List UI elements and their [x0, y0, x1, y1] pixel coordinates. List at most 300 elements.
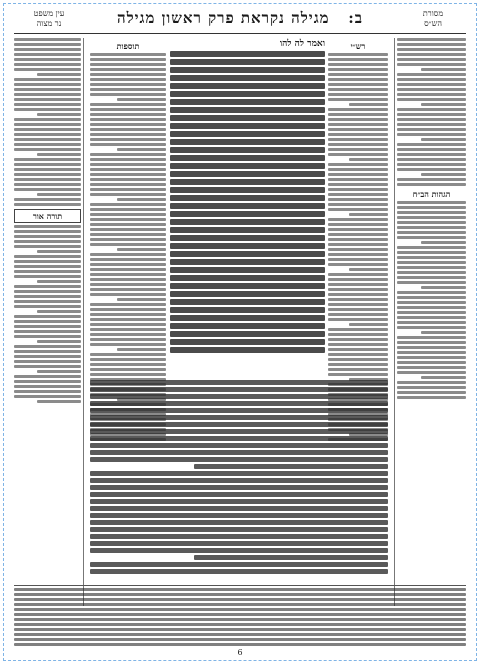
text-line: [90, 123, 166, 126]
text-line: [14, 643, 466, 646]
text-line: [170, 155, 325, 161]
text-line: [90, 380, 388, 385]
text-line: [170, 259, 325, 265]
text-line: [397, 201, 466, 204]
daf-number: ב:: [348, 9, 364, 27]
text-line: [397, 256, 466, 259]
text-line: [328, 228, 388, 231]
text-line: [170, 291, 325, 297]
text-line: [90, 485, 388, 490]
text-line: [90, 278, 166, 281]
text-line: [90, 68, 166, 71]
text-line: [14, 390, 81, 393]
text-line: [421, 331, 466, 334]
text-line: [14, 103, 81, 106]
text-line: [328, 113, 388, 116]
text-line: [170, 243, 325, 249]
text-line: [397, 83, 466, 86]
text-line: [170, 75, 325, 81]
text-line: [90, 83, 166, 86]
text-line: [14, 143, 81, 146]
text-line: [14, 63, 81, 66]
text-line: [170, 227, 325, 233]
text-line: [117, 198, 166, 201]
text-line: [397, 296, 466, 299]
text-line: [397, 211, 466, 214]
text-line: [14, 68, 81, 71]
text-line: [90, 541, 388, 546]
text-line: [90, 228, 166, 231]
text-line: [397, 351, 466, 354]
text-line: [90, 368, 166, 371]
text-line: [397, 366, 466, 369]
text-line: [421, 68, 466, 71]
text-line: [170, 315, 325, 321]
text-line: [397, 396, 466, 399]
text-line: [14, 593, 466, 596]
hagahot-title: הגהות הב״ח: [412, 189, 451, 199]
text-line: [328, 278, 388, 281]
text-line: [328, 298, 388, 301]
text-line: [14, 83, 81, 86]
ein-mishpat-column: [14, 38, 84, 606]
text-line: [397, 63, 466, 66]
text-line: [14, 235, 81, 238]
text-line: [117, 298, 166, 301]
text-line: [170, 131, 325, 137]
text-line: [397, 153, 466, 156]
text-line: [397, 306, 466, 309]
commentary-lower-block: [90, 380, 388, 576]
text-line: [421, 173, 466, 176]
tractate-title: מגילה נקראת פרק ראשון מגילה: [116, 9, 330, 27]
text-line: [90, 520, 388, 525]
text-line: [90, 401, 388, 406]
text-line: [397, 128, 466, 131]
text-line: [328, 193, 388, 196]
text-line: [90, 168, 166, 171]
text-line: [397, 118, 466, 121]
text-line: [37, 310, 81, 313]
text-line: [349, 268, 388, 271]
text-line: [170, 331, 325, 337]
text-line: [170, 83, 325, 89]
text-line: [328, 363, 388, 366]
rashi-title: רש״י: [350, 41, 366, 51]
text-line: [170, 99, 325, 105]
text-line: [90, 263, 166, 266]
text-line: [14, 245, 81, 248]
text-line: [14, 618, 466, 621]
text-line: [90, 394, 388, 399]
text-line: [328, 338, 388, 341]
text-line: [328, 138, 388, 141]
text-line: [90, 223, 166, 226]
text-line: [14, 98, 81, 101]
text-line: [90, 328, 166, 331]
text-line: [328, 348, 388, 351]
text-line: [90, 158, 166, 161]
text-line: [37, 250, 81, 253]
text-line: [397, 291, 466, 294]
text-line: [328, 93, 388, 96]
text-line: [328, 223, 388, 226]
text-line: [37, 340, 81, 343]
text-line: [14, 240, 81, 243]
text-line: [14, 290, 81, 293]
text-line: [170, 59, 325, 65]
text-line: [170, 267, 325, 273]
text-line: [170, 187, 325, 193]
text-line: [328, 283, 388, 286]
text-line: [14, 325, 81, 328]
text-line: [90, 318, 166, 321]
torah-or-title: תורה אור: [14, 209, 81, 223]
text-line: [170, 67, 325, 73]
text-line: [117, 348, 166, 351]
text-line: [90, 323, 166, 326]
text-line: [90, 562, 388, 567]
text-line: [397, 113, 466, 116]
text-line: [90, 73, 166, 76]
text-line: [170, 211, 325, 217]
text-line: [170, 195, 325, 201]
text-line: [397, 371, 466, 374]
text-line: [421, 138, 466, 141]
text-line: [14, 173, 81, 176]
text-line: [397, 221, 466, 224]
masoret-column: [394, 38, 466, 606]
header-rule: [14, 33, 466, 34]
text-line: [328, 178, 388, 181]
header-left-label: עין משפט נר מצוה: [33, 9, 65, 28]
text-line: [397, 336, 466, 339]
text-line: [90, 415, 388, 420]
text-line: [328, 308, 388, 311]
text-line: [328, 153, 388, 156]
text-line: [328, 143, 388, 146]
text-line: [90, 178, 166, 181]
text-line: [90, 243, 166, 246]
text-line: [90, 429, 388, 434]
text-line: [328, 288, 388, 291]
text-line: [170, 203, 325, 209]
text-line: [194, 555, 388, 560]
text-line: [14, 58, 81, 61]
text-line: [328, 258, 388, 261]
text-line: [397, 163, 466, 166]
text-line: [170, 51, 325, 57]
page-header: [14, 9, 466, 33]
text-line: [328, 273, 388, 276]
text-line: [90, 53, 166, 56]
text-line: [14, 380, 81, 383]
text-line: [328, 98, 388, 101]
text-line: [397, 391, 466, 394]
text-line: [14, 265, 81, 268]
text-line: [14, 295, 81, 298]
text-line: [194, 464, 388, 469]
text-line: [170, 107, 325, 113]
text-line: [397, 356, 466, 359]
text-line: [90, 118, 166, 121]
text-line: [328, 233, 388, 236]
text-line: [90, 548, 388, 553]
text-line: [90, 128, 166, 131]
text-line: [328, 368, 388, 371]
text-line: [170, 251, 325, 257]
text-line: [170, 147, 325, 153]
text-line: [14, 375, 81, 378]
text-line: [14, 78, 81, 81]
text-line: [14, 38, 81, 41]
text-line: [397, 341, 466, 344]
text-line: [328, 108, 388, 111]
text-line: [14, 315, 81, 318]
text-line: [328, 133, 388, 136]
text-line: [397, 48, 466, 51]
text-line: [90, 78, 166, 81]
text-line: [90, 233, 166, 236]
header-right-label: מסורת הש״ס: [422, 9, 444, 28]
text-line: [328, 203, 388, 206]
text-line: [397, 158, 466, 161]
text-line: [397, 266, 466, 269]
text-line: [14, 598, 466, 601]
text-line: [397, 183, 466, 186]
text-line: [328, 198, 388, 201]
text-line: [14, 270, 81, 273]
text-line: [37, 280, 81, 283]
text-line: [90, 492, 388, 497]
text-line: [170, 339, 325, 345]
text-line: [37, 153, 81, 156]
text-line: [328, 353, 388, 356]
text-line: [397, 143, 466, 146]
text-line: [90, 457, 388, 462]
footnotes: [14, 588, 466, 646]
text-line: [14, 138, 81, 141]
text-line: [14, 260, 81, 263]
text-line: [90, 258, 166, 261]
text-line: [90, 569, 388, 574]
text-line: [14, 638, 466, 641]
text-line: [328, 88, 388, 91]
text-line: [328, 263, 388, 266]
text-line: [14, 628, 466, 631]
text-line: [14, 93, 81, 96]
text-line: [90, 153, 166, 156]
text-line: [328, 248, 388, 251]
text-line: [328, 163, 388, 166]
text-line: [14, 183, 81, 186]
text-line: [14, 330, 81, 333]
text-line: [37, 370, 81, 373]
text-line: [397, 88, 466, 91]
text-line: [328, 328, 388, 331]
text-line: [397, 168, 466, 171]
text-line: [397, 73, 466, 76]
opening-words: ואמר לה להו: [279, 39, 325, 49]
text-line: [90, 283, 166, 286]
text-line: [14, 203, 81, 206]
text-line: [328, 218, 388, 221]
text-line: [328, 128, 388, 131]
text-line: [14, 48, 81, 51]
text-line: [37, 400, 81, 403]
text-line: [14, 168, 81, 171]
text-line: [90, 387, 388, 392]
text-line: [90, 93, 166, 96]
text-line: [397, 58, 466, 61]
text-line: [397, 246, 466, 249]
text-line: [170, 283, 325, 289]
text-line: [90, 213, 166, 216]
text-line: [328, 318, 388, 321]
text-line: [170, 307, 325, 313]
text-line: [328, 303, 388, 306]
text-line: [397, 216, 466, 219]
text-line: [170, 275, 325, 281]
text-line: [90, 253, 166, 256]
text-line: [14, 395, 81, 398]
text-line: [397, 276, 466, 279]
text-line: [328, 73, 388, 76]
page-number: 6: [237, 648, 243, 657]
text-line: [328, 168, 388, 171]
text-line: [328, 293, 388, 296]
text-line: [14, 128, 81, 131]
text-line: [14, 365, 81, 368]
text-line: [170, 91, 325, 97]
text-line: [170, 179, 325, 185]
tosafot-title: תוספות: [116, 41, 140, 51]
text-line: [328, 78, 388, 81]
text-line: [170, 347, 325, 353]
text-line: [14, 355, 81, 358]
text-line: [397, 346, 466, 349]
text-line: [397, 226, 466, 229]
text-line: [397, 251, 466, 254]
text-line: [328, 253, 388, 256]
text-line: [397, 361, 466, 364]
text-line: [90, 58, 166, 61]
text-line: [397, 78, 466, 81]
text-line: [14, 163, 81, 166]
text-line: [90, 358, 166, 361]
text-line: [14, 230, 81, 233]
text-line: [90, 143, 166, 146]
text-line: [170, 299, 325, 305]
text-line: [328, 68, 388, 71]
text-line: [170, 171, 325, 177]
text-line: [90, 183, 166, 186]
text-line: [421, 103, 466, 106]
text-line: [14, 188, 81, 191]
text-line: [14, 148, 81, 151]
text-line: [397, 123, 466, 126]
text-line: [14, 158, 81, 161]
text-line: [90, 268, 166, 271]
text-line: [90, 138, 166, 141]
text-line: [14, 285, 81, 288]
text-line: [170, 219, 325, 225]
text-line: [170, 235, 325, 241]
text-line: [328, 183, 388, 186]
text-line: [90, 293, 166, 296]
text-line: [14, 608, 466, 611]
text-line: [117, 98, 166, 101]
text-line: [90, 273, 166, 276]
text-line: [170, 163, 325, 169]
text-line: [397, 271, 466, 274]
text-line: [90, 333, 166, 336]
text-line: [117, 148, 166, 151]
text-line: [328, 118, 388, 121]
text-line: [328, 373, 388, 376]
text-line: [90, 208, 166, 211]
text-line: [90, 133, 166, 136]
text-line: [90, 506, 388, 511]
text-line: [14, 178, 81, 181]
text-line: [14, 118, 81, 121]
text-line: [90, 288, 166, 291]
text-line: [14, 53, 81, 56]
text-line: [328, 83, 388, 86]
text-line: [90, 163, 166, 166]
text-line: [421, 241, 466, 244]
footer-rule: [14, 585, 466, 586]
text-line: [14, 198, 81, 201]
text-line: [397, 261, 466, 264]
text-line: [90, 513, 388, 518]
text-line: [397, 321, 466, 324]
text-line: [14, 360, 81, 363]
text-line: [397, 53, 466, 56]
text-line: [14, 350, 81, 353]
text-line: [90, 478, 388, 483]
text-line: [349, 323, 388, 326]
text-line: [90, 343, 166, 346]
text-line: [397, 326, 466, 329]
text-line: [90, 363, 166, 366]
text-line: [37, 193, 81, 196]
text-line: [421, 376, 466, 379]
text-line: [90, 408, 388, 413]
text-line: [14, 123, 81, 126]
text-line: [14, 255, 81, 258]
text-line: [90, 193, 166, 196]
text-line: [397, 133, 466, 136]
text-line: [328, 148, 388, 151]
text-line: [90, 499, 388, 504]
text-line: [328, 358, 388, 361]
text-line: [90, 443, 388, 448]
text-line: [349, 103, 388, 106]
text-line: [37, 73, 81, 76]
text-line: [14, 275, 81, 278]
text-line: [14, 623, 466, 626]
text-line: [90, 108, 166, 111]
text-line: [90, 63, 166, 66]
text-line: [90, 303, 166, 306]
text-line: [328, 188, 388, 191]
text-line: [14, 385, 81, 388]
text-line: [397, 148, 466, 151]
text-line: [14, 588, 466, 591]
text-line: [90, 173, 166, 176]
text-line: [170, 139, 325, 145]
